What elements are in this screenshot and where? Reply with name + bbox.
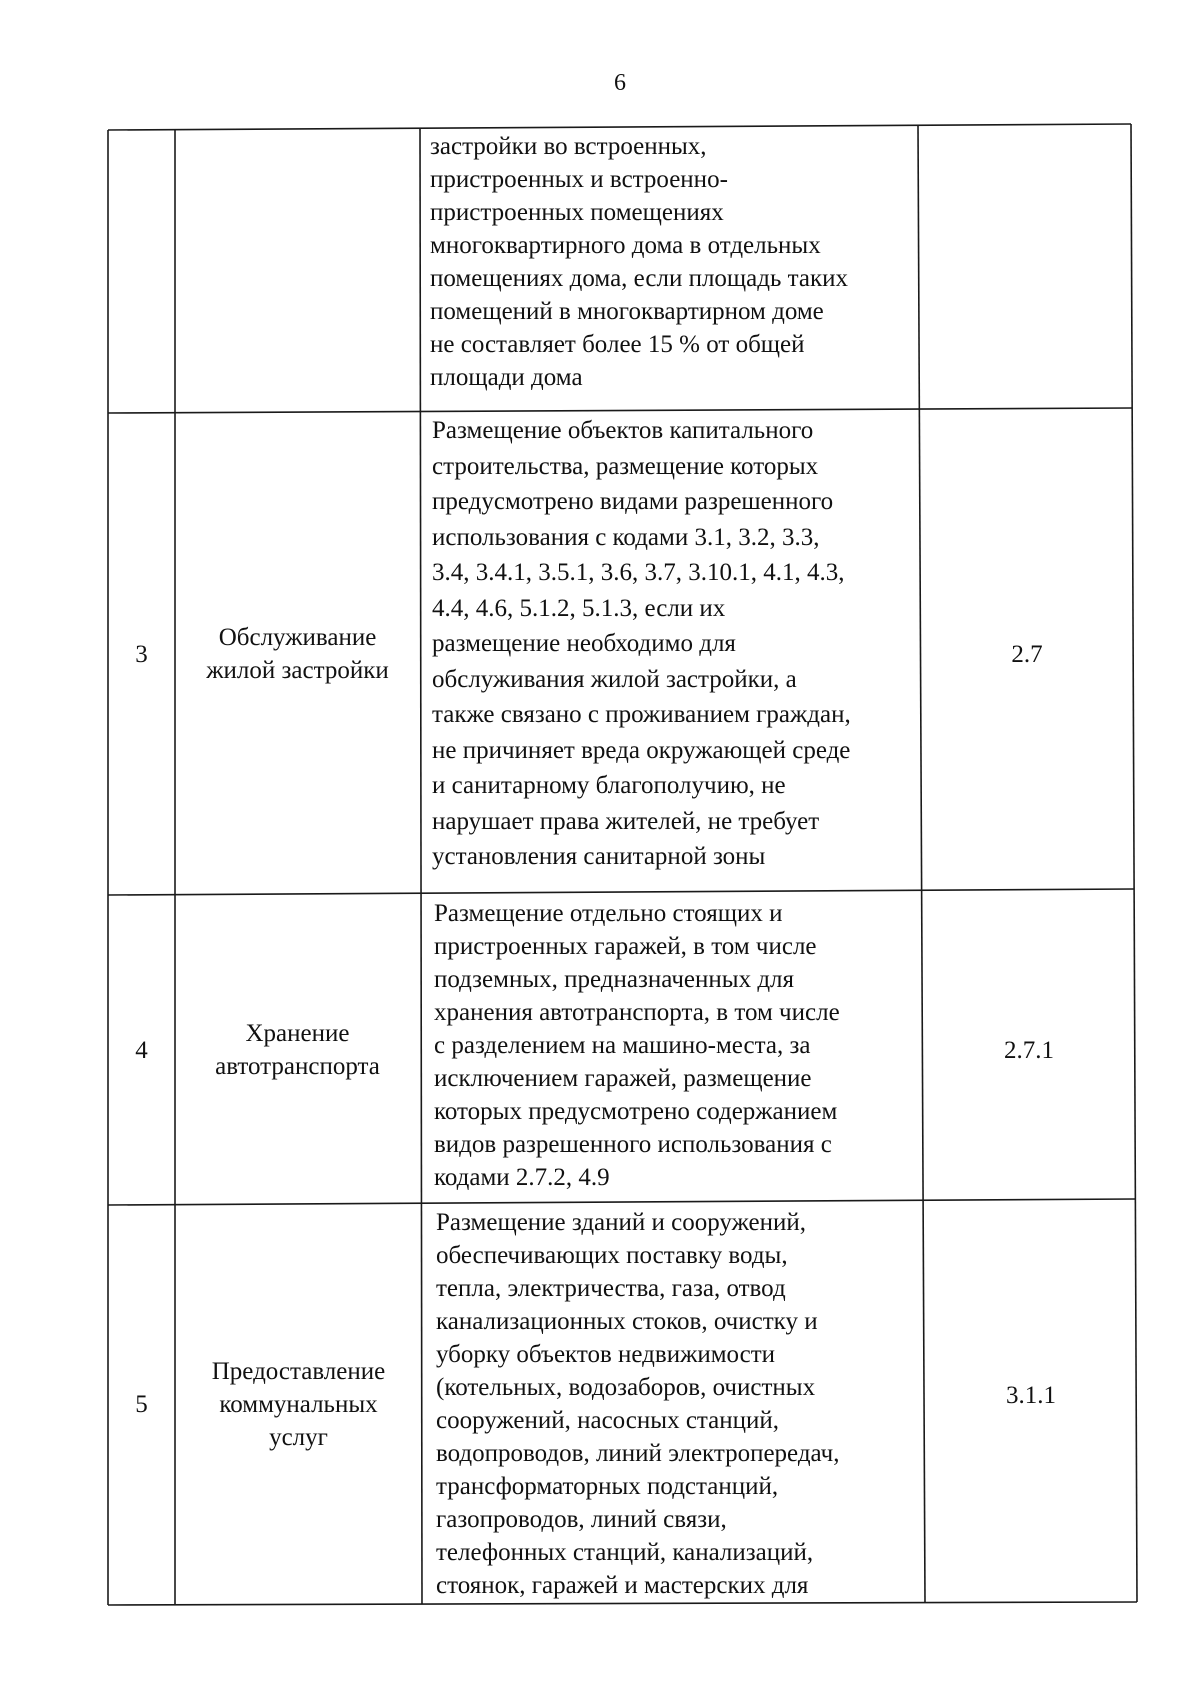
table-row-3-number: 4 [135, 1036, 148, 1064]
table-row-2-number: 3 [135, 640, 148, 668]
table-row-4-name: Предоставление коммунальных услуг [211, 1357, 386, 1451]
table-row-1-description: застройки во встроенных, пристроенных и встроенно- пристроенных помещениях многоквартирного дома в отдельных помещениях дома, если площадь таких помещений в многоквартирном доме не составляет более 15 % от общей площади дома [430, 133, 849, 391]
table-row-3-code: 2.7.1 [1004, 1036, 1054, 1064]
table-row-3-description: Размещение отдельно стоящих и пристроенных гаражей, в том числе подземных, предназначенных для хранения автотранспорта, в том числе с разделением на машино-места, за исключением гаражей, размещение которых предусмотрено содержанием видов разрешенного использования с кодами 2.7.2, 4.9 [434, 900, 840, 1191]
table-row-2-description: Размещение объектов капитального строительства, размещение которых предусмотрено видами разрешенного использования с кодами 3.1, 3.2, 3.3, 3.4, 3.4.1, 3.5.1, 3.6, 3.7, 3.10.1, 4.1, 4.3, 4.4, 4.6, 5.1.2, 5.1.3, если их размещение необходимо для обслуживания жилой застройки, а также связано с проживанием граждан, не причиняет вреда окружающей среде и санитарному благополучию, не нарушает права жителей, не требует установления санитарной зоны [432, 417, 851, 870]
page-number: 6 [614, 70, 626, 96]
column-divider-2 [420, 128, 422, 1604]
table-row-3-name: Хранение автотранспорта [215, 1020, 380, 1080]
table-row-4-description: Размещение зданий и сооружений, обеспечивающих поставку воды, тепла, электричества, газа, отвод канализационных стоков, очистку и уборку объектов недвижимости (котельных, водозаборов, очистных сооружений, насосных станций, водопроводов, линий электропередач, трансформаторных подстанций, газопроводов, линий связи, телефонных станций, канализаций, стоянок, гаражей и мастерских для [436, 1209, 840, 1599]
table-row-2-name: Обслуживание жилой застройки [206, 624, 389, 684]
table-row-4-code: 3.1.1 [1006, 1381, 1056, 1409]
table-row-4-number: 5 [135, 1390, 148, 1418]
table-row-2-code: 2.7 [1011, 640, 1043, 668]
